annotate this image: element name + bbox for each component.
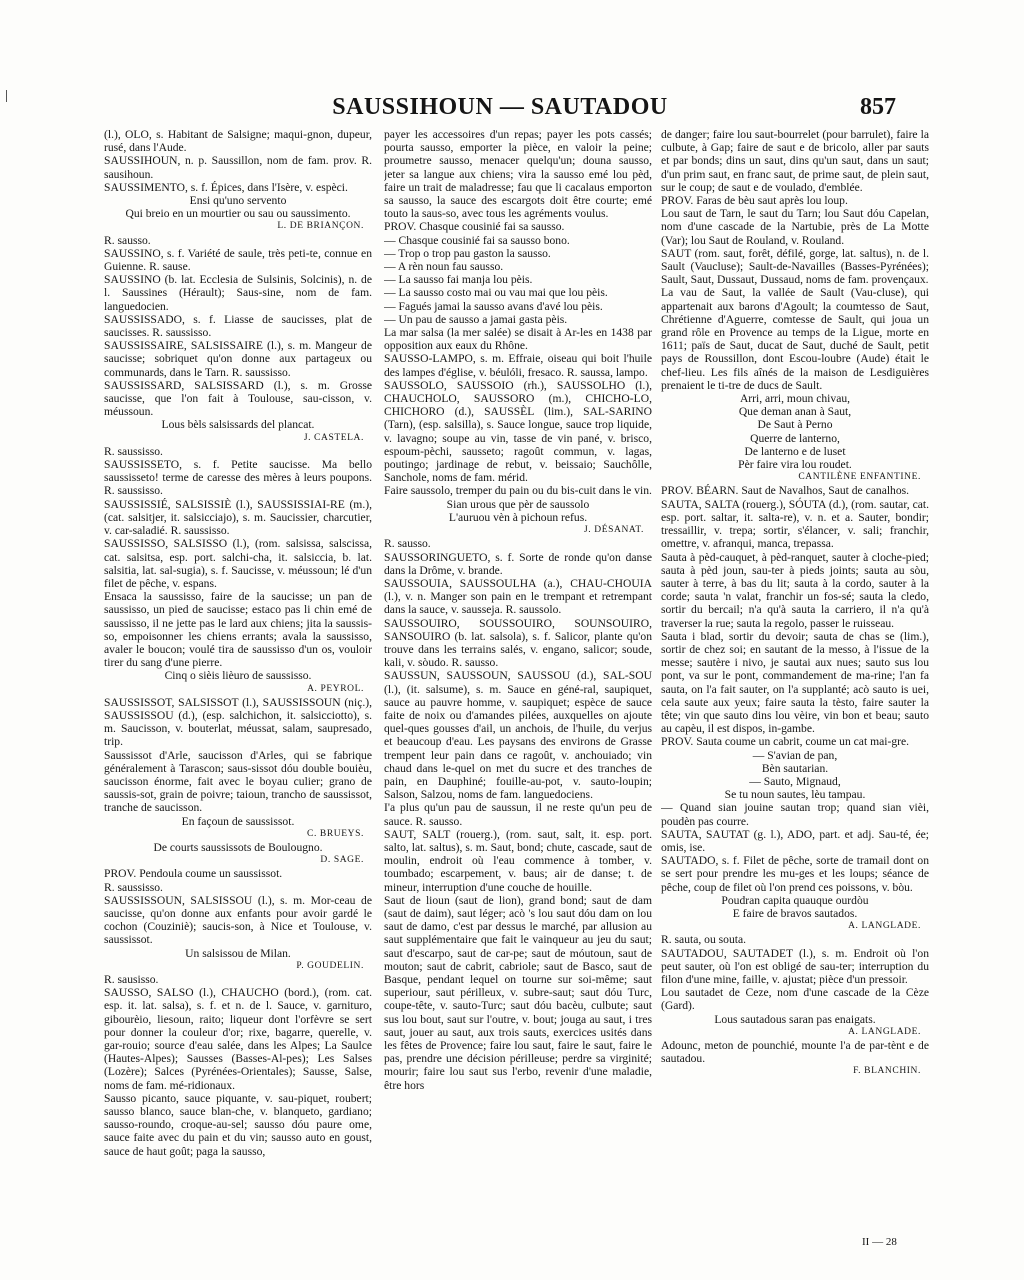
quoted-verse: Que deman anan à Saut, [738,405,852,419]
dictionary-entry: R. saussisso. [104,444,163,458]
quoted-verse: E faire de bravos sautados. [732,906,858,920]
dictionary-entry: PROV. Sauta coume un cabrit, coume un cat mai-gre. [661,735,910,749]
dictionary-entry: SAUSSISSAIRE, SALSISSAIRE (l.), s. m. Mangeur de saucisse; sobriquet qu'on donne aux partageux ou communards, dans le Tarn. R. saussisso. [104,339,372,379]
dictionary-entry: SAUSSISSOUN, SALSISSOU (l.), s. m. Mor-ceau de saucisse, qu'on donne aux enfants pour avoir gardé le cochon (Couziniè); saucis-son, à Nice et Toulouse, v. saussissot. [104,893,372,947]
text-column-1 [104,128,372,1208]
dictionary-entry: SAUT, SALT (rouerg.), (rom. saut, salt, it. esp. port. salto, lat. saltus), s. m. Saut, bond; chute, cascade, saut de moulin, endroit où l'eau commence à tomber, v. toumbado; escarpement, v. baus; air de danse; t. de mineur, interruption d'une couche de houille. [384,827,652,894]
page-edge-mark [6,90,7,102]
running-head: SAUSSIHOUN — SAUTADOU [332,94,668,120]
dictionary-entry: La vau de Saut, la vallée de Sault (Vau-cluse), qui appartenait aux barons d'Agoult; la coumtesso de Saut, Chrétienne d'Aguerre, comtesse de Sault, qui joua un grand rôle en Provence au temps de la Ligue, morte en 1611; païs de Saut, ducat de Saut, duché de Sault, petit pays de Roussillon, dont Escou-loubre (Aude) était le chef-lieu. Les fils aînés de la maison de Lesdiguières prenaient le ti-tre de ducs de Sault. [661,286,929,392]
quoted-verse: Lous sautadous saran pas enaigats. [714,1012,876,1026]
dictionary-entry: — La sausso costo mai ou vau mai que lou pèis. [384,286,608,300]
dictionary-entry: — Chasque cousinié fai sa sausso bono. [384,233,570,247]
quoted-verse: De lanterno e de luset [744,444,846,458]
dictionary-entry: Faire saussolo, tremper du pain ou du bis-cuit dans le vin. [384,484,652,498]
dictionary-entry: Saut de lioun (saut de lion), grand bond; saut de dam (saut de daim), saut léger; acò 's lou saut dóu dam on lou saut de damo, c'est par dessus le marché, par allusion au saut supplémentaire que fait le vainqueur au jeu du saut; saut d'escarpo, saut de car-pe; saut de móutoun, saut de mouton; saut de cabrit, cabriole; saut de Basco, saut de Basque, pendant lequel on tourne sur soi-même; saut superiour, saut périlleux, v. subre-saut; saut dóu Turc, coupe-tête, v. sauto-Turc; saut dóu bacèu, culbute; saut sus lou bout, saut sur l'outre, v. bout; jouga au saut, i tres saut, jouer au saut, aux trois sauts, exercices usités dans les fêtes de Provence; faire lou saut, faire le saut, faire le pas, prendre une décision périlleuse; perdre sa virginité; mourir; faire lou saut sus l'erbo, revenir d'une maladie, être hors [384,893,652,1092]
dictionary-entry: SAUTA, SALTA (rouerg.), SÓUTA (d.), (rom. sautar, cat. esp. port. saltar, it. salta-re), v. n. et a. Sauter, bondir; tressaillir, v. trepa; sortir, s'élancer, v. sali; franchir, omettre, v. afranqui, manca, trepassa. [661,497,929,551]
dictionary-entry: SAUTADOU, SAUTADET (l.), s. m. Endroit où l'on peut sauter, où l'on est obligé de sau-ter; interruption du filon d'une mine, faille, v. ajustat; pièce d'un pressoir. [661,946,929,986]
dictionary-entry: payer les accessoires d'un repas; payer les pots cassés; pourta sausso, emporter la pièce, en valoir la peine; proumetre sausso, menacer quelqu'un; douna sausso, jeter sa langue aux chiens; vira la sausso emé lou pèd, faire un trait de maladresse; fau que li cacalaus emporton sa sausso, la sauce des escargots doit être courte; emé touto la saus-so, avec tous les agréments voulus. [384,128,652,221]
page-number: 857 [860,94,896,120]
dictionary-entry: Lou sautadet de Ceze, nom d'une cascade de la Cèze (Gard). [661,986,929,1013]
dictionary-entry: Lou saut de Tarn, le saut du Tarn; lou Saut dóu Capelan, nom d'une cascade de la Nartubie, près de La Motte (Var); lou Saut de Rouland, v. Rouland. [661,207,929,247]
quoted-verse: Arri, arri, moun chivau, [739,392,851,406]
dictionary-entry: SAUTADO, s. f. Filet de pêche, sorte de tramail dont on se sert pour prendre les mu-ges et les loups; séance de pêche, coup de filet où l'on prend ces poissons, v. bòu. [661,854,929,894]
dictionary-entry: Ensaca la saussisso, faire de la saucisse; un pan de saussisso, un pied de saucisse; estaco pas li chin emé de saussisso, il ne jette pas le lard aux chiens; jita la saussis-so, empoisonner les chiens errants; avala la saussisso, avaler le boucon; voulé tira de saussisso d'un os, vouloir tirer du sang d'une pierre. [104,590,372,670]
citation-author: J. DÉSANAT. [584,525,644,536]
dictionary-entry: R. saussisso. [104,880,163,894]
dictionary-entry: SAUSSINO (b. lat. Ecclesia de Sulsinis, Solcinis), n. de l. Saussines (Hérault); Saus-sine, nom de fam. languedocien. [104,273,372,313]
text-column-2 [384,128,652,1208]
dictionary-entry: R. sauta, ou souta. [661,933,747,947]
quoted-verse: Pèr faire vira lou roudet. [738,458,852,472]
dictionary-entry: R. sausisso. [104,973,159,986]
dictionary-entry: Adounc, meton de pounchié, mounte l'a de par-tènt e de sautadou. [661,1039,929,1066]
dictionary-entry: SAUSSISSO, SALSISSO (l.), (rom. salsissa, salscissa, cat. salsitsa, esp. port. salchi-cha, it. salsiccia, b. lat. salsitia, lat. sal-sugia), s. f. Saucisse, v. méussoun; lé d'un filet de pêche, v. espans. [104,537,372,590]
text-column-3 [661,128,929,1208]
quoted-verse: Bèn sautarian. [761,761,829,775]
dictionary-entry: Sausso picanto, sauce piquante, v. sau-piquet, roubert; sausso blanco, sauce blan-che, v. blanqueto, gardiano; sausso-roundo, croque-au-sel; sausso dóu paure ome, sauce faite avec du pain et du vin; sausso auto en goust, sauce de haut goût; paga la sausso, [104,1091,372,1158]
quoted-verse: Sian urous que pèr de saussolo [446,497,590,511]
dictionary-entry: SAUSSISSETO, s. f. Petite saucisse. Ma bello saussisseto! terme de caresse des mères à leurs poupons. R. saussisso. [104,458,372,498]
dictionary-entry: — Fagués jamai la sausso avans d'avé lou pèis. [384,299,603,313]
dictionary-entry: SAUSSOLO, SAUSSOIO (rh.), SAUSSOLHO (l.), CHAUCHOLO, SAUSSORO (m.), CHICHO-LO, CHICHORO (d.), SAUSSÈL (lim.), SAL-SARINO (Tarn), (esp. salsilla), s. Sauce longue, sauce trop liquide, v. lavagno; soupe au vin, tasse de vin pané, v. brisco, espoum-pèchi, sausseto; ragoût commun, v. lagas, poutingo; jardinage de rebut, v. beissaio; Sauchôlle, Sanchole, noms de fam. mérid. [384,378,652,485]
quoted-verse: En façoun de saussissot. [181,814,295,828]
dictionary-entry: SAUSSIHOUN, n. p. Saussillon, nom de fam. prov. R. sausihoun. [104,154,372,181]
quoted-verse: — Sauto, Mignaud, [749,774,841,788]
dictionary-entry: de danger; faire lou saut-bourrelet (pour barrulet), faire la culbute, à Gap; faire de saut e de bricolo, aller par sauts et par bonds; dins un saut, dins qu'un saut, dans un saut; d'un prim saut, en franc saut, de prime saut, de plein saut, sur le coup; de saut e de voulado, d'emblée. [661,128,929,194]
dictionary-entry: R. sausso. [384,537,431,551]
quoted-verse: Un salsissou de Milan. [185,946,291,960]
dictionary-entry: (l.), OLO, s. Habitant de Salsigne; maqui-gnon, dupeur, rusé, dans l'Aude. [104,128,372,155]
citation-author: A. PEYROL. [307,683,364,694]
dictionary-entry: Saussissot d'Arle, saucisson d'Arles, qui se fabrique généralement à Tarascon; saus-sissot dóu double bouièu, saucisson énorme, fait avec le boyau culier; grano de saussis-sot, grain de poivre; taioun, trancho de saussissot, tranche de saucisson. [104,748,372,815]
quoted-verse: Se tu noun sautes, lèu tampau. [724,788,866,802]
quoted-verse: — S'avian de pan, [752,748,838,762]
dictionary-entry: SAUT (rom. saut, forêt, défilé, gorge, lat. saltus), n. de l. Sault (Vaucluse); Sault-de-Navailles (Basses-Pyrénées); Sault, Saut, Dussaut, Dussaud, noms de fam. provençaux. [661,246,929,287]
citation-author: A. LANGLADE. [848,921,921,932]
dictionary-entry: SAUSSORINGUETO, s. f. Sorte de ronde qu'on danse dans la Drôme, v. brande. [384,550,652,577]
dictionary-entry: SAUSSISSIÉ, SALSISSIÈ (l.), SAUSSISSIAI-RE (m.), (cat. salsitjer, it. salsicciajo), s. m. Saucissier, charcutier, v. car-saladié. R. saussisso. [104,497,372,538]
dictionary-entry: Sauta i blad, sortir du devoir; sauta de chas se (lim.), sortir de chez soi; en sautant de la messo, à l'issue de la messe; sautère i nivo, je sautai aux nues; sauto sus lou pont, va sur le pont, commandement de ma-rine; l'an fa sauta, on l'a fait sauter, on l'a supplanté; acò sauto is uei, cela saute aux yeux; faire sauta la tèsto, faire sauter la tête; vin que sauto dins lou vèire, vin bon et beau; sauto au capèu, il est dispos, in-gambe. [661,629,929,736]
page-header [100,94,900,124]
dictionary-entry: SAUSSO, SALSO (l.), CHAUCHO (bord.), (rom. cat. esp. it. lat. salsa), s. f. et n. de l. Sauce, v. garnituro, gibourèio, liesoun, raito; liqueur dont l'orfèvre se sert pour donner la couleur d'or; rixe, bagarre, querelle, v. gar-rouio; source d'eau salée, dans les Alpes; La Saulce (Hautes-Alpes); Sausses (Basses-Al-pes); Les Salses (Lozère); Salces (Pyrénées-Orientales); Sausse, Salse, noms de fam. mé-ridionaux. [104,986,372,1092]
dictionary-entry: Sauta à pèd-cauquet, à pèd-ranquet, sauter à cloche-pied; sauta à pèd joun, sau-ter à pieds joints; sauta au sòu, sauter à terre, à bas du lit; sauta à la cordo, sauter à la corde; sauta 'n valat, franchir un fos-sé; sauta la cledo, sortir du bercail; n'a qu'à sauta la carriero, il n'a qu'à traverser la rue; sauta la regolo, passer le ruisseau. [661,550,929,630]
citation-author: J. CASTELA. [303,432,364,443]
dictionary-entry: SAUSSOUIRO, SOUSSOUIRO, SOUNSOUIRO, SANSOUIRO (b. lat. salsola), s. f. Salicor, plante qu'on trouve dans les terrains salés, v. engano, salicor; soude, kali, v. sòudo. R. sausso. [384,616,652,670]
quoted-verse: De courts saussissots de Boulougno. [153,840,323,854]
citation-author: D. SAGE. [320,855,364,866]
dictionary-entry: PROV. Pendoula coume un saussissot. [104,867,283,881]
citation-author: A. LANGLADE. [848,1026,921,1037]
dictionary-entry: — Un pau de sausso a jamai gasta pèis. [384,312,568,326]
dictionary-entry: — Trop o trop pau gaston la sausso. [384,246,551,260]
quoted-verse: Cinq o sièis lièuro de saussisso. [164,669,312,683]
dictionary-entry: SAUSSISSADO, s. f. Liasse de saucisses, plat de saucisses. R. saussisso. [104,312,372,340]
dictionary-entry: SAUSSUN, SAUSSOUN, SAUSSOU (d.), SAL-SOU (l.), (it. salsume), s. m. Sauce en géné-ral, saupiquet, sauce au pauvre homme, v. saupiquet; espèce de sauce faite de noix ou d'amandes pilées, auxquelles on ajoute quel-ques gousses d'ail, un anchois, de l'huile, du verjus et beaucoup d'eau. Les paysans des environs de Grasse trempent leur pain dans ce ragoût, v. anchouiado; vin chaud dans le-quel on met du sucre et des tranches de pain, en Dauphiné; fouille-au-pot, v. sauto-loupin; Salson, Salzou, noms de fam. languedociens. [384,669,652,802]
dictionary-entry: La mar salsa (la mer salée) se disait à Ar-les en 1438 par opposition aux eaux du Rhône. [384,326,652,353]
dictionary-entry: SAUSSISSOT, SALSISSOT (l.), SAUSSISSOUN (niç.), SAUSSISSOU (d.), (esp. salchichon, it. salsicciotto), s. m. Saucisson, v. bouterlat, méussat, salam, saupresado, trip. [104,695,372,749]
citation-author: C. BRUEYS. [307,828,364,839]
dictionary-entry: SAUSSINO, s. f. Variété de saule, très peti-te, connue en Guienne. R. sause. [104,246,372,274]
quoted-verse: Qui breio en un mourtier ou sau ou saussimento. [125,207,351,221]
dictionary-entry: SAUTA, SAUTAT (g. l.), ADO, part. et adj. Sau-té, ée; omis, ise. [661,827,929,854]
dictionary-entry: — A rèn noun fau sausso. [384,260,504,274]
quoted-verse: De Saut à Perno [757,418,833,432]
quoted-verse: L'auruou vèn à pichoun refus. [448,510,588,524]
citation-author: L. DE BRIANÇON. [277,221,364,232]
dictionary-entry: — Quand sian jouine sautan trop; quand sian vièi, poudèn pas courre. [661,801,929,828]
citation-author: P. GOUDELIN. [296,960,364,971]
quoted-verse: Querre de lanterno, [750,431,840,445]
dictionary-entry: SAUSSO-LAMPO, s. m. Effraie, oiseau qui boit l'huile des lampes d'église, v. béulóli, fresaco. R. saussa, lampo. [384,352,652,379]
dictionary-entry: SAUSSOUIA, SAUSSOULHA (a.), CHAU-CHOUIA (l.), v. n. Manger son pain en le trempant et retrempant dans la sauce, v. sausseja. R. saussolo. [384,576,652,617]
quoted-verse: Lous bèls salsissards del plancat. [161,418,315,432]
quoted-verse: Ensi qu'uno servento [189,194,287,208]
citation-author: CANTILÈNE ENFANTINE. [798,472,921,483]
citation-author: F. BLANCHIN. [853,1066,921,1077]
dictionary-entry: PROV. Chasque cousinié fai sa sausso. [384,220,565,234]
dictionary-entry: PROV. BÉARN. Saut de Navalhos, Saut de canalhos. [661,484,910,498]
quoted-verse: Poudran capita quauque ourdòu [721,893,869,907]
dictionary-entry: I'a plus qu'un pau de saussun, il ne reste qu'un peu de sauce. R. sausso. [384,801,652,828]
dictionary-entry: PROV. Faras de bèu saut après lou loup. [661,194,848,208]
signature-mark: II — 28 [862,1236,897,1248]
dictionary-entry: SAUSSISSARD, SALSISSARD (l.), s. m. Grosse saucisse, que l'on fait à Toulouse, sau-cisson, v. méussoun. [104,378,372,419]
dictionary-entry: — La sausso fai manja lou pèis. [384,273,533,287]
dictionary-entry: R. sausso. [104,233,151,247]
dictionary-entry: SAUSSIMENTO, s. f. Épices, dans l'Isère, v. espèci. [104,180,348,194]
